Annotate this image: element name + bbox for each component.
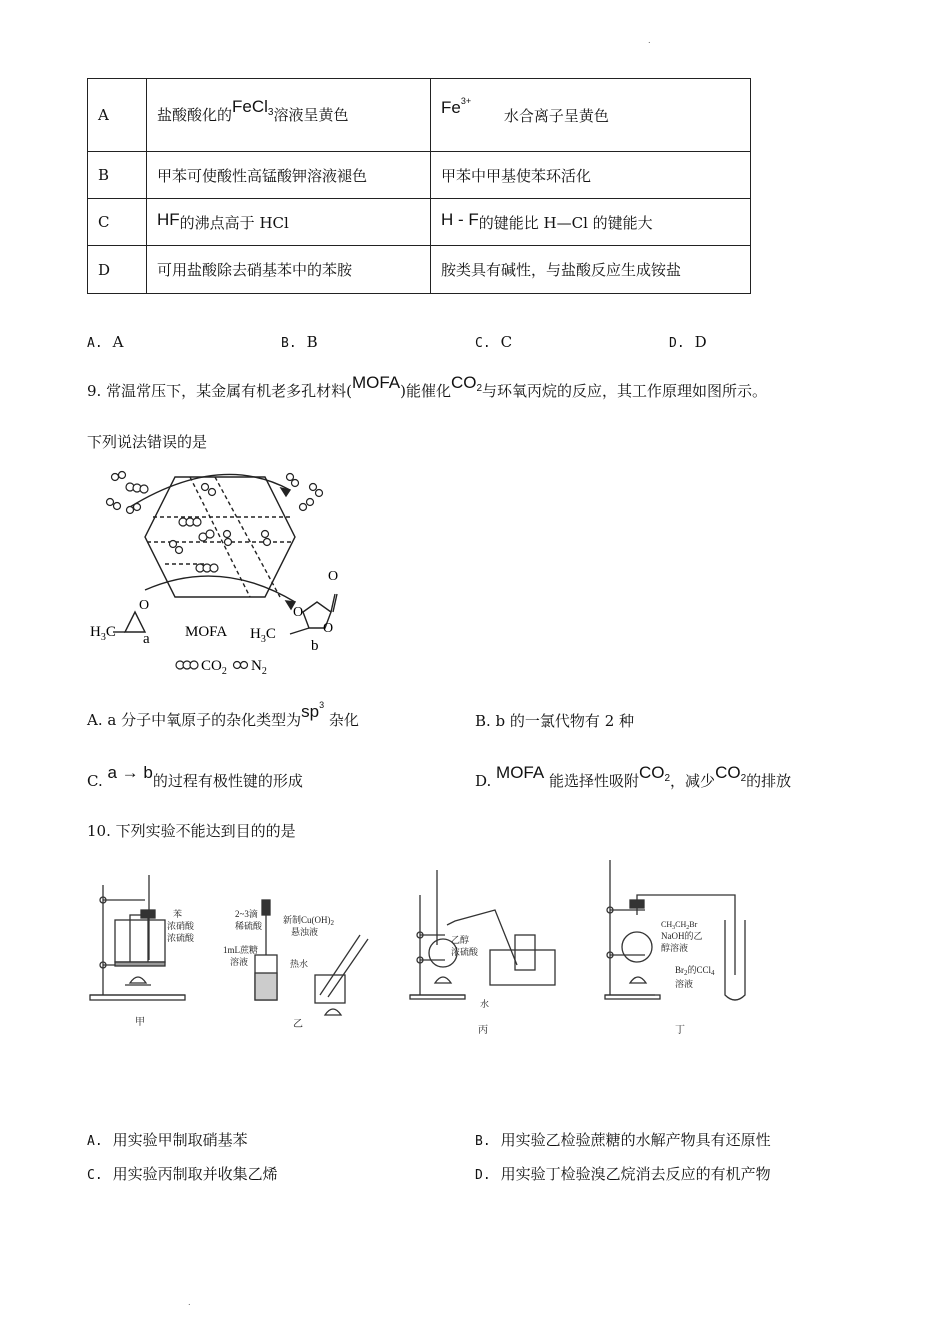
bottom-arrow-curve	[145, 576, 295, 602]
ding-label-solution: 溶液	[675, 979, 694, 989]
explanation-cell: 胺类具有碱性，与盐酸反应生成铵盐	[431, 246, 751, 294]
oxygen-label: O	[139, 598, 150, 613]
q9-stem: 9. 常温常压下，某金属有机老多孔材料(MOFA)能催化$CO_2$与环氧丙烷的反应，其工作原理如图所示。	[87, 373, 768, 400]
row-letter: C	[88, 199, 147, 246]
oxygen-label: O	[293, 605, 304, 620]
explanation-cell: H - F的键能比 H—Cl 的键能大	[431, 199, 751, 246]
q10-stem: 10. 下列实验不能达到目的的是	[87, 822, 296, 840]
h3c-left-label: $H_3C$	[90, 624, 116, 643]
ding-label-alcohol-solution: 醇溶液	[661, 943, 689, 953]
q9-option-d[interactable]: D. MOFA 能选择性吸附$CO_2$，减少$CO_2$的排放	[475, 763, 792, 790]
jia-label-nitric: 浓硝酸	[167, 921, 195, 931]
fact-cell: 甲苯可使酸性高锰酸钾溶液褪色	[147, 152, 431, 199]
explanation-cell: 甲苯中甲基使苯环活化	[431, 152, 751, 199]
bing-label-ethanol: 乙醇	[451, 935, 470, 945]
table-row	[88, 199, 751, 246]
yi-label-sucrose: 1mL蔗糖	[223, 945, 258, 955]
fact-cell: HF的沸点高于 HCl	[147, 199, 431, 246]
row-letter: D	[88, 246, 147, 294]
q9-stem-line2: 下列说法错误的是	[87, 433, 208, 451]
yi-label-suspension: 悬浊液	[291, 927, 319, 937]
caption-jia: 甲	[135, 1017, 145, 1028]
explanation-cell: $Fe^{3+}$ 水合离子呈黄色	[431, 79, 751, 152]
fact-cell: 可用盐酸除去硝基苯中的苯胺	[147, 246, 431, 294]
q9-mofa-diagram	[85, 462, 375, 682]
apparatus-bing	[410, 870, 555, 999]
row-letter: B	[88, 152, 147, 199]
q8-option-a[interactable]: A. A	[87, 333, 124, 351]
yi-label-hotwater: 热水	[290, 959, 309, 969]
row-letter: A	[88, 79, 147, 152]
q9-option-a[interactable]: A. a 分子中氧原子的杂化类型为$sp^3$ 杂化	[87, 700, 359, 729]
oxygen-label: O	[323, 621, 334, 636]
table-row	[88, 246, 751, 294]
fact-cell: 盐酸酸化的FeCl$_3$溶液呈黄色	[147, 79, 431, 152]
q8-option-b[interactable]: B. B	[281, 333, 318, 351]
label-mofa: MOFA	[185, 624, 228, 640]
q9-option-c[interactable]: C. a → b的过程有极性键的形成	[87, 763, 303, 790]
yi-label-drops: 2~3滴	[235, 909, 258, 919]
q10-option-a[interactable]: A. 用实验甲制取硝基苯	[87, 1131, 248, 1149]
yi-label-cuoh2: 新制$Cu(OH)_2$	[283, 915, 334, 927]
yi-label-acid: 稀硫酸	[235, 921, 263, 931]
epoxide-ring	[125, 612, 145, 632]
h3c-right-label: $H_3C$	[250, 626, 276, 645]
q8-table	[87, 78, 751, 294]
q9-option-b[interactable]: B. b 的一氯代物有 2 种	[475, 712, 635, 730]
label-b: b	[311, 638, 319, 654]
ding-label-naoh: NaOH的乙	[661, 931, 703, 941]
caption-ding: 丁	[675, 1025, 685, 1036]
q8-option-d[interactable]: D. D	[669, 333, 707, 351]
q10-apparatus-figures	[85, 855, 855, 1045]
q10-option-d[interactable]: D. 用实验丁检验溴乙烷消去反应的有机产物	[475, 1165, 771, 1183]
q8-option-c[interactable]: C. C	[475, 333, 513, 351]
mofa-hexagon	[145, 477, 295, 597]
page-dot-top: .	[648, 36, 651, 45]
legend-n2: $N_2$	[251, 658, 267, 677]
legend-co2: $CO_2$	[201, 658, 227, 677]
ding-label-br2-ccl4: $Br_2$的CCl$_4$	[675, 965, 715, 977]
page-dot-bottom: .	[188, 1298, 191, 1307]
caption-bing: 丙	[478, 1025, 488, 1036]
bing-label-water: 水	[480, 999, 490, 1009]
table-row	[88, 152, 751, 199]
jia-label-benzene: 苯	[173, 909, 183, 919]
q10-option-b[interactable]: B. 用实验乙检验蔗糖的水解产物具有还原性	[475, 1131, 771, 1149]
caption-yi: 乙	[293, 1019, 303, 1030]
oxygen-label: O	[328, 569, 339, 584]
q10-option-c[interactable]: C. 用实验丙制取并收集乙烯	[87, 1165, 278, 1183]
label-a: a	[143, 631, 150, 647]
yi-label-solution: 溶液	[230, 957, 249, 967]
ding-label-bromoethane: $CH_3CH_2Br$	[661, 920, 698, 931]
bing-label-sulfuric: 浓硫酸	[451, 947, 479, 957]
jia-label-sulfuric: 浓硫酸	[167, 933, 195, 943]
table-row	[88, 79, 751, 152]
